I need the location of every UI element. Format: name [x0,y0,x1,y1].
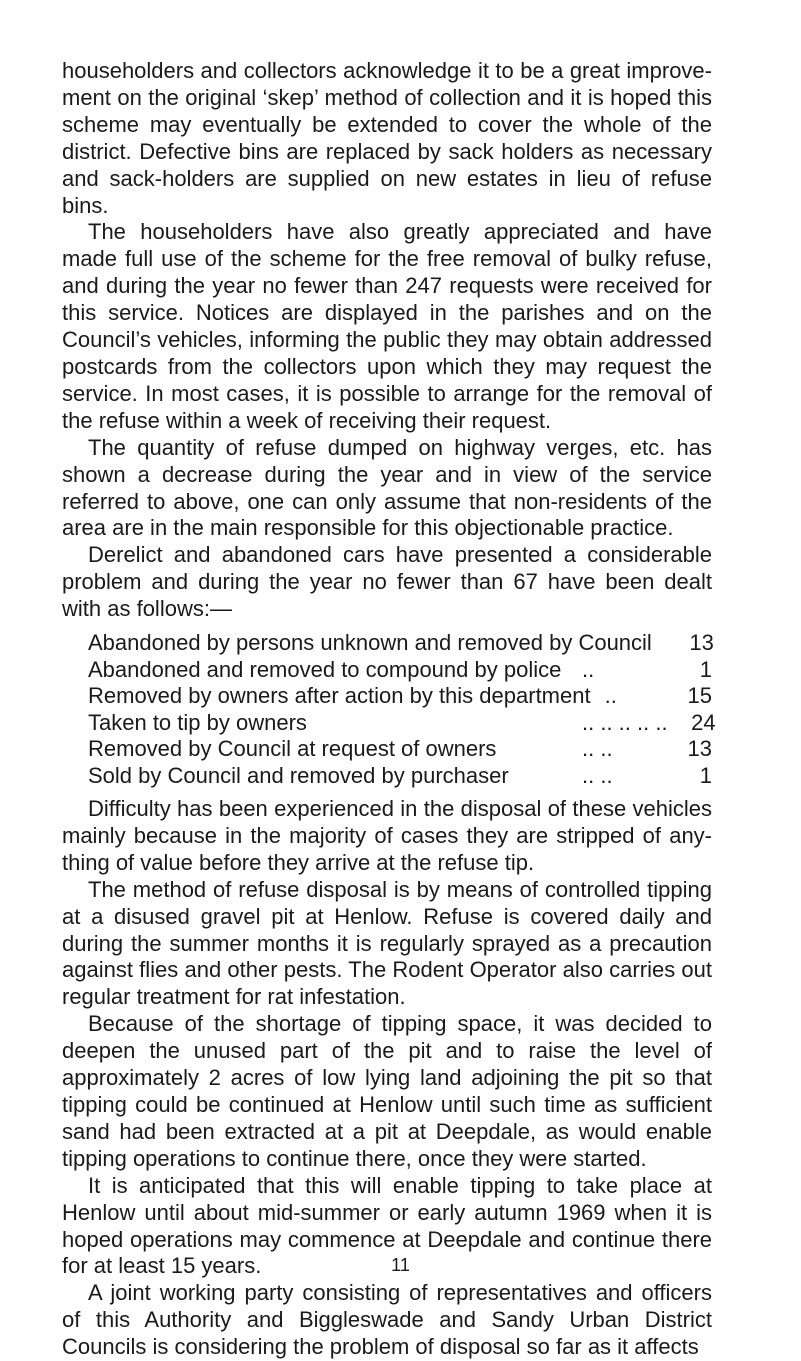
row-label: Removed by owners after action by this department [88,683,591,709]
row-label: Sold by Council and removed by purchaser [88,762,509,788]
row-count: 1 [699,656,712,682]
body-text [62,58,716,1361]
paragraph-tipping-space: Because of the shortage of tipping space, it was decided to deepen the unused part of the pit and to raise the level of approximately 2 acres of low lying land adjoining the pit so that tipping could be continued at Henlow until such time as sufficient sand had been extracted at a pit at Deepdale, as would enable tipping operations to continue there, once they were started. [62,1011,712,1171]
page-number: 11 [391,1255,410,1275]
row-leader-dots: .. [604,683,617,709]
row-label: Taken to tip by owners [88,709,307,735]
paragraph-derelict-cars: Derelict and abandoned cars have presented a considerable problem and during the year no fewer than 67 have been dealt with as follows:— [62,542,712,622]
table-row [88,657,712,684]
paragraph-controlled-tipping: The method of refuse disposal is by means of controlled tipping at a disused gravel pit at Henlow. Refuse is covered daily and during the summer months it is regularly sprayed as a precaution against flies and other pests. The Rodent Operator also carries out regular treatment for rat infestation. [62,876,712,1010]
row-leader-dots: .. .. [582,762,613,788]
abandoned-cars-table [88,630,716,789]
paragraph-joint-working-party: A joint working party consisting of representatives and officers of this Authority and Biggleswade and Sandy Urban District Councils is considering the problem of disposal so far as it affects [62,1280,712,1360]
row-count: 13 [687,736,712,762]
paragraph-skep-collection: householders and collectors acknowledge it to be a great improve-ment on the original ‘skep’ method of collection and it is hoped this scheme may eventually be extended to cover the whole of the district. Defective bins are replaced by sack holders as necessary and sack-holders are supplied on new estates in lieu of refuse bins. [62,58,712,218]
row-label: Abandoned and removed to compound by police [88,656,562,682]
table-row [88,683,712,710]
row-count: 15 [687,683,712,709]
row-leader-dots: .. .. [582,736,613,762]
row-leader-dots: .. [582,656,595,682]
row-label: Removed by Council at request of owners [88,736,497,762]
row-count: 13 [689,630,714,656]
table-row [88,709,716,737]
table-row [88,630,712,657]
table-row [88,736,712,763]
row-leader-dots: .. .. .. .. .. [582,709,668,735]
paragraph-henlow-deepdale: It is anticipated that this will enable tipping to take place at Henlow until about mid-summer or early autumn 1969 when it is hoped operations may commence at Deepdale and continue there for at least 15 years. [62,1172,712,1279]
paragraph-vehicle-disposal: Difficulty has been experienced in the disposal of these vehicles mainly because in the majority of cases they are stripped of any-thing of value before they arrive at the refuse tip. [62,796,712,875]
table-row [88,763,712,790]
row-count: 24 [691,709,716,735]
paragraph-refuse-dumping: The quantity of refuse dumped on highway verges, etc. has shown a decrease during the year and in view of the service referred to above, one can only assume that non-residents of the area are in the main responsible for this objectionable practice. [62,434,712,541]
row-count: 1 [699,762,712,788]
paragraph-bulky-refuse: The householders have also greatly appreciated and have made full use of the scheme for the free removal of bulky refuse, and during the year no fewer than 247 requests were received for this service. Notices are displayed in the parishes and on the Council’s vehicles, informing the public they may obtain addressed postcards from the collectors upon which they may request the service. In most cases, it is possible to arrange for the removal of the refuse within a week of receiving their request. [62,219,712,433]
row-label: Abandoned by persons unknown and removed by Council [88,630,652,656]
